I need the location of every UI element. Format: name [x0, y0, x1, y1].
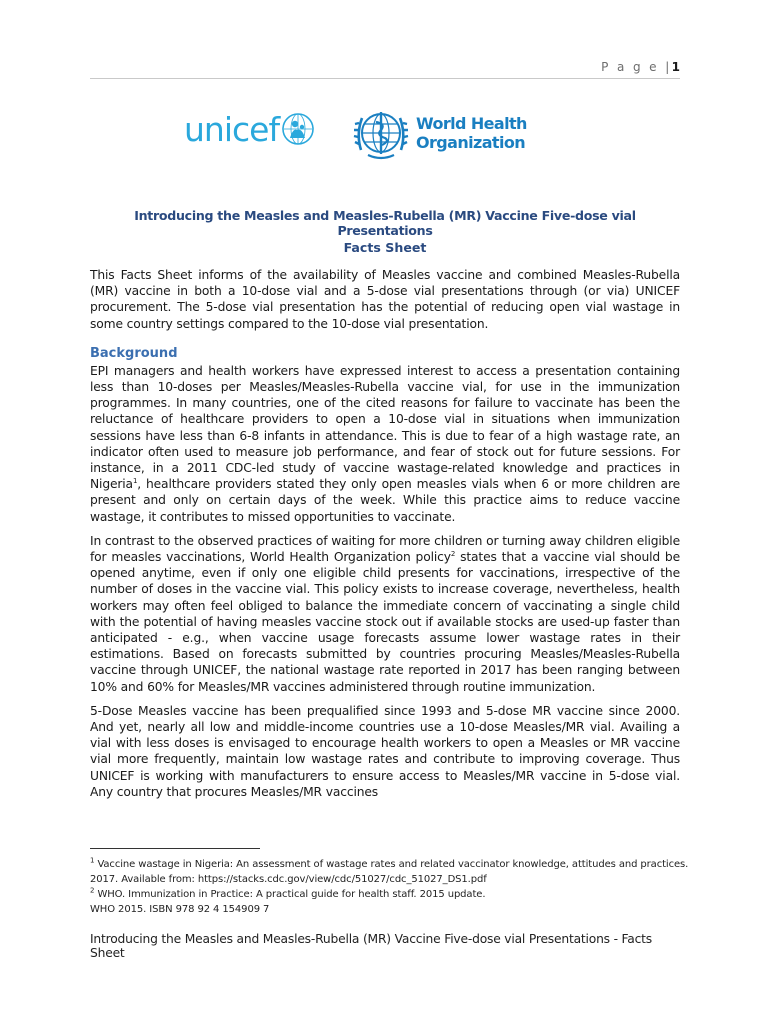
footnote-1	[90, 857, 690, 887]
page-footer: Introducing the Measles and Measles-Rubella (MR) Vaccine Five-dose vial Presentations - Facts Sheet	[90, 932, 653, 960]
who-wordmark-line2: Organization	[416, 133, 526, 152]
who-wordmark	[416, 114, 527, 152]
background-heading: Background	[90, 345, 178, 361]
page-number-header	[560, 60, 680, 74]
background-paragraph-1	[90, 363, 680, 525]
header-rule	[90, 78, 680, 79]
footnote-2-text: WHO. Immunization in Practice: A practical guide for health staff. 2015 update.	[94, 889, 486, 900]
unicef-emblem-icon	[281, 112, 315, 146]
footnote-2	[90, 887, 690, 902]
para1-text-b: , healthcare providers stated they only open measles vials when 6 or more children are present and only on certain days of the week. While this practice aims to reduce vaccine wastage, it contributes to missed opportunities to vaccinate.	[90, 477, 680, 524]
document-subtitle: Facts Sheet	[343, 240, 427, 255]
footnote-2-line2: WHO 2015. ISBN 978 92 4 154909 7	[90, 904, 270, 915]
para2-text-a: In contrast to the observed practices of waiting for more children or turning away children eligible for measles vaccinations, World Health Organization policy	[90, 533, 680, 565]
intro-paragraph: This Facts Sheet informs of the availability of Measles vaccine and combined Measles-Rubella (MR) vaccine in both a 10-dose vial and a 5-dose vial presentations through (or via) UNICEF procurement. The 5-dose vial presentation has the potential of reducing open vial wastage in some country settings compared to the 10-dose vial presentation.	[90, 268, 680, 331]
who-logo	[352, 104, 527, 162]
footnote-ref-2: 2	[450, 549, 456, 558]
footnote-2-mark: 2	[90, 886, 95, 895]
unicef-wordmark: unicef	[184, 109, 280, 149]
document-title: Introducing the Measles and Measles-Rubella (MR) Vaccine Five-dose vial Presentations	[134, 208, 636, 238]
para1-text-a: EPI managers and health workers have expressed interest to access a presentation containing less than 10-doses per Measles/Measles-Rubella vaccine vial, for use in the immunization programmes. In many countries, one of the cited reasons for failure to vaccinate has been the reluctance of healthcare providers to open a 10-dose vial in situations when immunization sessions have less than 6-8 infants in attendance. This is due to fear of a high wastage rate, an indicator often used to measure job performance, and fear of stock out for future sessions. For instance, in a 2011 CDC-led study of vaccine wastage-related knowledge and practices in Nigeria	[90, 363, 680, 492]
page-label: P a g e	[601, 60, 659, 74]
footnote-1-mark: 1	[90, 856, 95, 865]
background-paragraph-2	[90, 533, 680, 695]
unicef-logo	[184, 109, 315, 149]
footnotes	[90, 857, 690, 917]
page-number: 1	[671, 60, 680, 74]
footnote-rule	[90, 848, 260, 849]
background-paragraph-3: 5-Dose Measles vaccine has been prequalified since 1993 and 5-dose MR vaccine since 2000. And yet, nearly all low and middle-income countries use a 10-dose Measles/MR vial. Availing a vial with less doses is envisaged to encourage health workers to open a Measles or MR vaccine vial more frequently, maintain low wastage rates and contribute to improving coverage. Thus UNICEF is working with manufacturers to ensure access to Measles/MR vaccine in 5-dose vial. Any country that procures Measles/MR vaccines	[90, 703, 680, 799]
footnote-1-text: Vaccine wastage in Nigeria: An assessment of wastage rates and related vaccinator knowledge, attitudes and practices. 2017. Available from: https://stacks.cdc.gov/view/cdc/51027/cdc_51027_DS1.pdf	[90, 859, 689, 885]
footnote-ref-1: 1	[132, 477, 138, 486]
who-emblem-icon	[352, 104, 410, 162]
para2-text-b: states that a vaccine vial should be opened anytime, even if only one eligible child presents for vaccinations, irrespective of the number of doses in the vaccine vial. This policy exists to increase coverage, nevertheless, health workers may often feel obliged to balance the immediate concern of vaccinating a single child with the potential of having measles vaccine stock out if available stocks are used-up faster than anticipated - e.g., when vaccine usage forecasts assume lower wastage rates in their estimations. Based on forecasts submitted by countries procuring Measles/Measles-Rubella vaccine through UNICEF, the national wastage rate reported in 2017 has been ranging between 10% and 60% for Measles/MR vaccines administered through routine immunization.	[90, 550, 681, 694]
document-body	[90, 267, 680, 808]
page-separator: |	[665, 60, 672, 74]
who-wordmark-line1: World Health	[416, 114, 527, 133]
logo-bar	[184, 102, 584, 164]
